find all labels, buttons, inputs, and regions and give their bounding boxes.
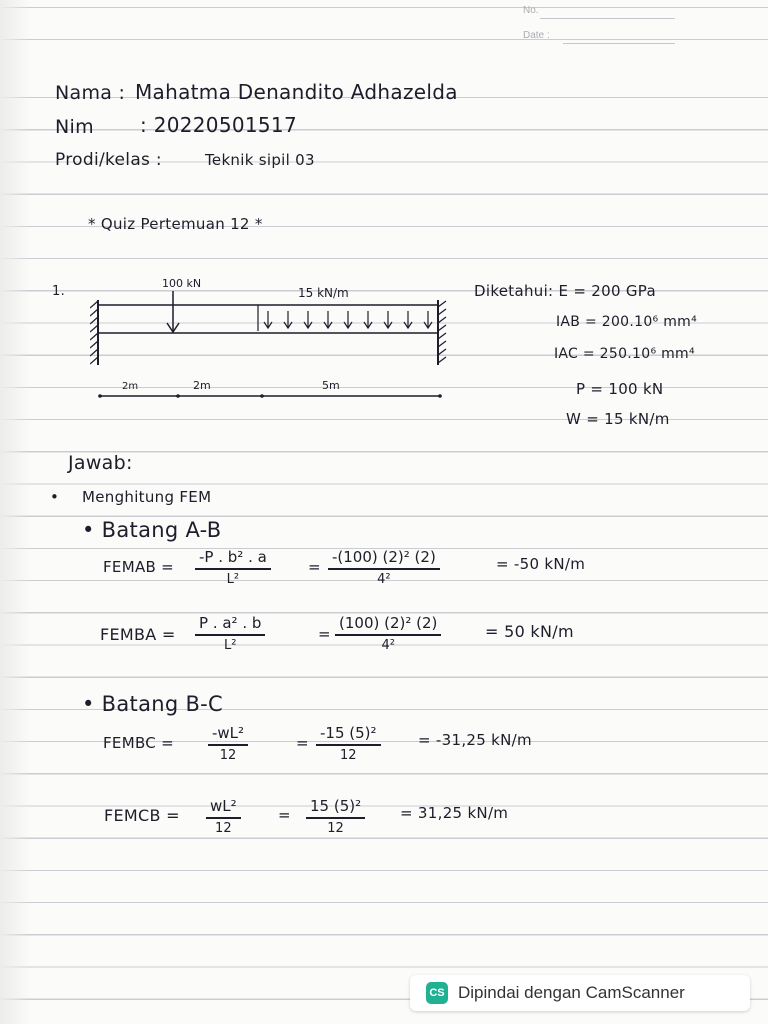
fem-ba-substitution <box>335 614 441 653</box>
distributed-load-label: 15 kN/m <box>298 286 349 300</box>
fem-ab-result: = -50 kN/m <box>496 555 586 573</box>
prodi-label: Prodi/kelas : <box>55 150 162 170</box>
fem-bc-label: FEMBC = <box>103 734 174 752</box>
answer-title: Jawab: <box>68 452 133 474</box>
fem-ba-equals: = <box>318 625 331 643</box>
fem-cb-formula-numerator: wL² <box>210 797 237 815</box>
step-bullet: • <box>50 488 60 506</box>
fem-bc-result: = -31,25 kN/m <box>418 731 532 749</box>
nim-label: Nim <box>55 116 94 138</box>
given-w: W = 15 kN/m <box>566 410 670 428</box>
fem-cb-label: FEMCB = <box>104 806 180 825</box>
fem-ba-substitution-denominator: 4² <box>381 637 395 653</box>
fraction-bar <box>208 744 248 746</box>
fem-ab-formula-denominator: L² <box>226 571 240 587</box>
date-line <box>563 43 675 44</box>
fem-cb-formula-denominator: 12 <box>215 820 232 836</box>
prodi-value: Teknik sipil 03 <box>205 151 315 169</box>
fem-bc-formula <box>208 724 248 763</box>
fixed-support-left <box>90 300 98 365</box>
nim-value: : 20220501517 <box>140 113 297 137</box>
camscanner-logo-icon: CS <box>426 982 448 1004</box>
fem-ba-substitution-numerator: (100) (2)² (2) <box>339 614 438 632</box>
given-p: P = 100 kN <box>576 380 664 398</box>
fem-cb-result: = 31,25 kN/m <box>400 804 509 822</box>
fem-cb-substitution-numerator: 15 (5)² <box>310 797 362 815</box>
fem-ab-substitution <box>328 548 440 587</box>
distributed-load <box>258 305 438 331</box>
fem-ab-equals: = <box>308 558 321 576</box>
given-iac: IAC = 250.10⁶ mm⁴ <box>554 346 695 362</box>
name-value: Mahatma Denandito Adhazelda <box>135 80 458 104</box>
camscanner-watermark <box>410 975 750 1011</box>
fraction-bar <box>316 744 381 746</box>
span-label-3: 5m <box>322 379 340 392</box>
point-load-label: 100 kN <box>162 277 202 290</box>
fem-ab-label: FEMAB = <box>103 558 175 576</box>
page-edge-shadow <box>0 0 30 1024</box>
name-label: Nama : <box>55 82 126 104</box>
fixed-support-right <box>438 300 446 365</box>
quiz-title: * Quiz Pertemuan 12 * <box>88 215 263 233</box>
step-title: Menghitung FEM <box>82 488 212 506</box>
given-iab: IAB = 200.10⁶ mm⁴ <box>556 314 697 330</box>
date-label: Date : <box>523 30 550 41</box>
beam-diagram <box>90 275 455 405</box>
fem-bc-formula-denominator: 12 <box>219 747 237 763</box>
fem-cb-substitution <box>306 797 365 836</box>
fem-cb-formula <box>206 797 241 836</box>
fem-ab-substitution-numerator: -(100) (2)² (2) <box>332 548 436 566</box>
no-line <box>540 18 675 19</box>
fraction-bar <box>206 817 241 819</box>
segment-ab-title: • Batang A-B <box>82 518 222 542</box>
fem-ab-formula <box>195 548 271 587</box>
fem-cb-substitution-denominator: 12 <box>327 820 344 836</box>
fraction-bar <box>328 568 440 570</box>
fem-ab-formula-numerator: -P . b² . a <box>199 548 267 566</box>
fem-ba-result: = 50 kN/m <box>485 622 574 641</box>
fem-cb-equals: = <box>278 806 291 824</box>
point-load-arrow <box>167 291 179 332</box>
fem-bc-substitution-denominator: 12 <box>339 747 357 763</box>
fem-ab-substitution-denominator: 4² <box>377 571 391 587</box>
fem-ba-formula <box>195 614 265 653</box>
fem-bc-equals: = <box>296 734 309 752</box>
span-label-1: 2m <box>122 381 139 392</box>
given-e: Diketahui: E = 200 GPa <box>474 282 656 300</box>
camscanner-text: Dipindai dengan CamScanner <box>458 983 685 1002</box>
fraction-bar <box>195 634 265 636</box>
fraction-bar <box>335 634 441 636</box>
fraction-bar <box>195 568 271 570</box>
dimension-line <box>98 394 442 398</box>
segment-bc-title: • Batang B-C <box>82 692 224 716</box>
fem-bc-substitution-numerator: -15 (5)² <box>320 724 377 742</box>
span-label-2: 2m <box>193 379 211 392</box>
fem-bc-formula-numerator: -wL² <box>212 724 245 742</box>
fem-ba-formula-denominator: L² <box>223 637 237 653</box>
problem-number: 1. <box>52 284 66 299</box>
fem-bc-substitution <box>316 724 381 763</box>
fraction-bar <box>306 817 365 819</box>
fem-ba-label: FEMBA = <box>100 625 176 644</box>
no-label: No. <box>523 5 539 16</box>
fem-ba-formula-numerator: P . a² . b <box>199 614 262 632</box>
